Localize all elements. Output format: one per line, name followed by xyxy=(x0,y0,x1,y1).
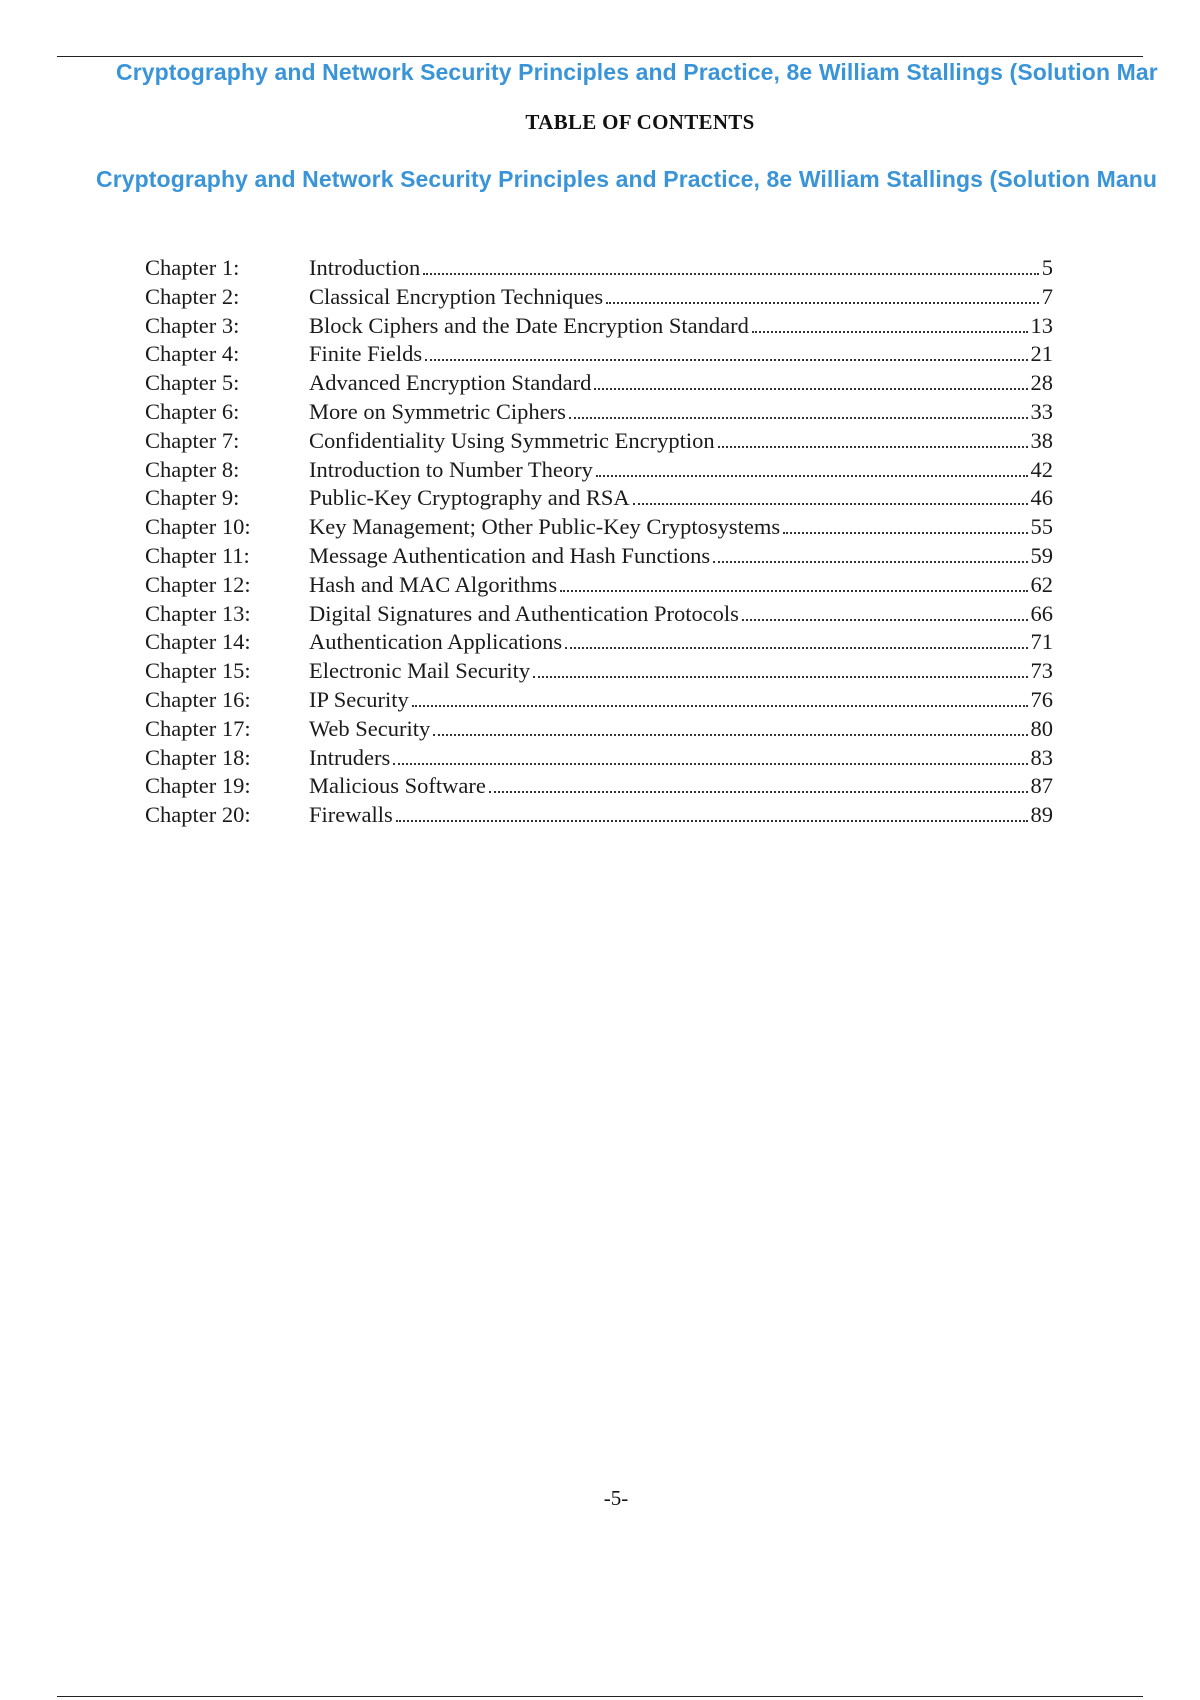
toc-page-number: 46 xyxy=(1030,485,1053,511)
toc-dot-leader xyxy=(596,475,1028,477)
toc-chapter-title: Malicious Software xyxy=(309,773,486,799)
toc-page-number: 80 xyxy=(1030,715,1053,741)
toc-chapter-title: Digital Signatures and Authentication Protocols xyxy=(309,600,739,626)
toc-row[interactable] xyxy=(145,398,1053,427)
toc-chapter-title: Confidentiality Using Symmetric Encryption xyxy=(309,427,715,453)
toc-row[interactable] xyxy=(145,369,1053,398)
toc-page-number: 66 xyxy=(1030,600,1053,626)
toc-row[interactable] xyxy=(145,254,1053,283)
toc-chapter-label: Chapter 2: xyxy=(145,283,240,309)
toc-row[interactable] xyxy=(145,772,1053,801)
toc-chapter-title: Electronic Mail Security xyxy=(309,658,531,684)
toc-chapter-label: Chapter 15: xyxy=(145,658,251,684)
toc-page-number: 89 xyxy=(1030,802,1053,828)
toc-row[interactable] xyxy=(145,686,1053,715)
toc-dot-leader xyxy=(433,734,1027,736)
toc-chapter-title: Message Authentication and Hash Functions xyxy=(309,542,711,568)
page-title: TABLE OF CONTENTS xyxy=(525,110,755,134)
toc-chapter-title: Introduction to Number Theory xyxy=(309,456,593,482)
toc-page-number: 83 xyxy=(1030,744,1053,770)
toc-dot-leader xyxy=(742,619,1028,621)
toc-dot-leader xyxy=(412,705,1028,707)
toc-chapter-title: Finite Fields xyxy=(309,341,423,367)
top-rule xyxy=(57,56,1143,57)
toc-page-number: 7 xyxy=(1041,283,1053,309)
toc-chapter-title: Intruders xyxy=(309,744,391,770)
toc-chapter-title: Introduction xyxy=(309,255,421,280)
toc-chapter-label: Chapter 20: xyxy=(145,802,251,828)
toc-row[interactable] xyxy=(145,542,1053,571)
toc-chapter-label: Chapter 1: xyxy=(145,255,240,280)
page-number: -5- xyxy=(603,1486,629,1510)
toc-dot-leader xyxy=(425,359,1027,361)
toc-row[interactable] xyxy=(145,801,1053,830)
toc-chapter-label: Chapter 8: xyxy=(145,456,240,482)
toc-chapter-label: Chapter 9: xyxy=(145,485,240,511)
toc-page-number: 38 xyxy=(1030,427,1053,453)
toc-chapter-label: Chapter 10: xyxy=(145,514,251,540)
toc-page-number: 5 xyxy=(1041,255,1053,280)
toc-dot-leader xyxy=(489,791,1028,793)
toc-row[interactable] xyxy=(145,715,1053,744)
toc-row[interactable] xyxy=(145,340,1053,369)
toc-dot-leader xyxy=(565,647,1027,649)
toc-chapter-title: Block Ciphers and the Date Encryption Standard xyxy=(309,312,749,338)
toc-dot-leader xyxy=(533,676,1027,678)
toc-dot-leader xyxy=(718,446,1028,448)
toc-dot-leader xyxy=(713,561,1027,563)
toc-chapter-label: Chapter 5: xyxy=(145,370,240,396)
toc-chapter-label: Chapter 18: xyxy=(145,744,251,770)
toc-page-number: 21 xyxy=(1030,341,1053,367)
toc-chapter-title: Authentication Applications xyxy=(309,629,563,655)
toc-dot-leader xyxy=(423,273,1039,275)
toc-dot-leader xyxy=(594,388,1027,390)
toc-chapter-title: Web Security xyxy=(309,715,431,741)
toc-row[interactable] xyxy=(145,628,1053,657)
toc-row[interactable] xyxy=(145,484,1053,513)
toc-page-number: 73 xyxy=(1030,658,1053,684)
bottom-rule xyxy=(57,1696,1143,1697)
toc-chapter-title: Advanced Encryption Standard xyxy=(309,370,592,396)
toc-chapter-title: Key Management; Other Public-Key Cryptosystems xyxy=(309,514,781,540)
toc-dot-leader xyxy=(569,417,1028,419)
toc-chapter-title: Firewalls xyxy=(309,802,393,828)
toc-dot-leader xyxy=(633,503,1028,505)
toc-dot-leader xyxy=(393,763,1027,765)
toc-row[interactable] xyxy=(145,513,1053,542)
toc-chapter-label: Chapter 19: xyxy=(145,773,251,799)
toc-chapter-label: Chapter 16: xyxy=(145,686,251,712)
toc-page-number: 59 xyxy=(1030,542,1053,568)
toc-dot-leader xyxy=(752,331,1028,333)
toc-page-number: 28 xyxy=(1030,370,1053,396)
toc-dot-leader xyxy=(396,820,1028,822)
toc-chapter-label: Chapter 12: xyxy=(145,571,251,597)
toc-row[interactable] xyxy=(145,456,1053,485)
toc-chapter-title: Classical Encryption Techniques xyxy=(309,283,604,309)
toc-chapter-label: Chapter 6: xyxy=(145,398,240,424)
toc-row[interactable] xyxy=(145,427,1053,456)
toc-row[interactable] xyxy=(145,571,1053,600)
toc-row[interactable] xyxy=(145,744,1053,773)
toc-chapter-label: Chapter 11: xyxy=(145,542,250,568)
toc-page-number: 62 xyxy=(1030,571,1053,597)
toc-chapter-label: Chapter 3: xyxy=(145,312,240,338)
toc-page-number: 76 xyxy=(1030,686,1053,712)
toc-dot-leader xyxy=(560,590,1027,592)
toc-row[interactable] xyxy=(145,283,1053,312)
table-of-contents xyxy=(145,254,1053,830)
running-header: Cryptography and Network Security Principles and Practice, 8e William Stallings (Solution Mar xyxy=(116,59,1158,85)
toc-chapter-label: Chapter 7: xyxy=(145,427,240,453)
toc-chapter-label: Chapter 13: xyxy=(145,600,251,626)
toc-page-number: 55 xyxy=(1030,514,1053,540)
toc-page-number: 33 xyxy=(1030,398,1053,424)
toc-row[interactable] xyxy=(145,657,1053,686)
toc-chapter-title: More on Symmetric Ciphers xyxy=(309,398,566,424)
toc-row[interactable] xyxy=(145,600,1053,629)
subheader: Cryptography and Network Security Principles and Practice, 8e William Stallings (Solution Manu xyxy=(96,166,1158,192)
toc-page-number: 71 xyxy=(1030,629,1053,655)
toc-chapter-label: Chapter 14: xyxy=(145,629,251,655)
toc-page-number: 42 xyxy=(1030,456,1053,482)
toc-chapter-title: Hash and MAC Algorithms xyxy=(309,571,558,597)
toc-row[interactable] xyxy=(145,312,1053,341)
toc-chapter-label: Chapter 17: xyxy=(145,715,251,741)
toc-chapter-label: Chapter 4: xyxy=(145,341,240,367)
toc-dot-leader xyxy=(783,532,1027,534)
toc-chapter-title: Public-Key Cryptography and RSA xyxy=(309,485,630,511)
toc-page-number: 13 xyxy=(1030,312,1053,338)
toc-dot-leader xyxy=(606,302,1039,304)
toc-chapter-title: IP Security xyxy=(309,686,409,712)
toc-page-number: 87 xyxy=(1030,773,1053,799)
